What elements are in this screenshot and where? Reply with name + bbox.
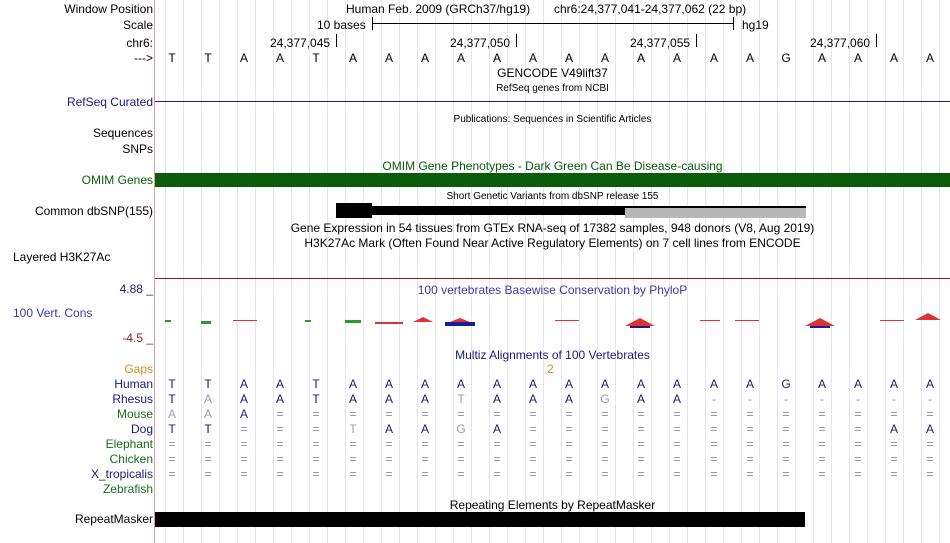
alignment-base: = bbox=[601, 407, 609, 421]
alignment-base: = bbox=[493, 452, 501, 466]
alignment-base: A bbox=[564, 392, 573, 406]
alignment-base: A bbox=[636, 392, 645, 406]
base-letter: A bbox=[672, 51, 681, 65]
alignment-base: = bbox=[529, 422, 537, 436]
alignment-base: = bbox=[421, 437, 429, 451]
alignment-base: A bbox=[456, 377, 465, 391]
cons-min: -4.5 _ bbox=[122, 331, 153, 345]
alignment-base: - bbox=[892, 392, 896, 406]
base-letter: A bbox=[636, 51, 645, 65]
alignment-base: = bbox=[276, 437, 284, 451]
alignment-base: = bbox=[746, 422, 754, 436]
alignment-base: = bbox=[204, 437, 212, 451]
alignment-base: = bbox=[926, 452, 934, 466]
alignment-base: A bbox=[384, 422, 393, 436]
alignment-base: = bbox=[673, 452, 681, 466]
alignment-base: A bbox=[239, 407, 248, 421]
alignment-base: = bbox=[349, 467, 357, 481]
alignment-base: A bbox=[564, 377, 573, 391]
alignment-base: = bbox=[601, 422, 609, 436]
alignment-base: T bbox=[312, 377, 320, 391]
alignment-base: = bbox=[637, 422, 645, 436]
alignment-base: T bbox=[312, 392, 320, 406]
alignment-base: A bbox=[672, 392, 681, 406]
refseq-label[interactable]: RefSeq Curated bbox=[66, 95, 153, 109]
alignment-base: G bbox=[600, 392, 610, 406]
alignment-base: A bbox=[492, 377, 501, 391]
alignment-base: A bbox=[420, 422, 429, 436]
alignment-base: A bbox=[384, 377, 393, 391]
alignment-base: = bbox=[312, 437, 320, 451]
chrom-label[interactable]: chr6: bbox=[126, 36, 153, 50]
alignment-base: = bbox=[529, 467, 537, 481]
base-letter: A bbox=[889, 51, 898, 65]
alignment-base: = bbox=[312, 407, 320, 421]
dbsnp-variant-block[interactable] bbox=[336, 203, 372, 218]
coord-3: 24,377,055 bbox=[630, 36, 691, 50]
alignment-base: = bbox=[637, 437, 645, 451]
alignment-base: = bbox=[240, 452, 248, 466]
conservation-logo bbox=[155, 312, 950, 332]
alignment-base: A bbox=[709, 377, 718, 391]
alignment-base: A bbox=[420, 377, 429, 391]
alignment-base: A bbox=[275, 392, 284, 406]
base-letter: A bbox=[420, 51, 429, 65]
alignment-base: = bbox=[926, 407, 934, 421]
alignment-base: = bbox=[493, 407, 501, 421]
alignment-base: - bbox=[748, 392, 752, 406]
cons-label[interactable]: 100 Vert. Cons bbox=[13, 306, 93, 320]
alignment-base: A bbox=[348, 377, 357, 391]
alignment-base: = bbox=[637, 407, 645, 421]
alignment-base: = bbox=[204, 452, 212, 466]
alignment-base: = bbox=[168, 437, 176, 451]
alignment-base: = bbox=[710, 422, 718, 436]
sequences-label[interactable]: Sequences bbox=[92, 126, 153, 140]
alignment-base: = bbox=[276, 452, 284, 466]
alignment-base: T bbox=[204, 422, 212, 436]
alignment-base: = bbox=[565, 407, 573, 421]
base-letter: A bbox=[853, 51, 862, 65]
h3k27ac-label[interactable]: Layered H3K27Ac bbox=[13, 250, 111, 264]
coord-tick-4 bbox=[876, 34, 877, 47]
alignment-base: = bbox=[276, 467, 284, 481]
alignment-base: T bbox=[168, 392, 176, 406]
species-label[interactable]: Rhesus bbox=[112, 392, 153, 406]
alignment-base: = bbox=[493, 437, 501, 451]
window-range: chr6:24,377,041-24,377,062 (22 bp) bbox=[554, 2, 747, 16]
base-letter: A bbox=[817, 51, 826, 65]
alignment-base: = bbox=[457, 467, 465, 481]
base-letter: T bbox=[312, 51, 320, 65]
alignment-base: = bbox=[385, 452, 393, 466]
h3k27ac-line bbox=[155, 278, 950, 279]
omim-gene-bar[interactable] bbox=[155, 173, 950, 187]
alignment-base: = bbox=[457, 437, 465, 451]
base-letter: A bbox=[239, 51, 248, 65]
alignment-base: G bbox=[456, 422, 466, 436]
alignment-base: = bbox=[673, 407, 681, 421]
alignment-base: = bbox=[240, 467, 248, 481]
alignment-base: = bbox=[349, 437, 357, 451]
alignment-base: A bbox=[203, 392, 212, 406]
alignment-base: = bbox=[385, 437, 393, 451]
publications-title: Publications: Sequences in Scientific Articles bbox=[453, 114, 652, 125]
alignment-base: = bbox=[782, 407, 790, 421]
base-letter: A bbox=[528, 51, 537, 65]
omim-label[interactable]: OMIM Genes bbox=[81, 173, 153, 187]
alignment-base: = bbox=[782, 422, 790, 436]
coord-4: 24,377,060 bbox=[810, 36, 871, 50]
alignment-base: A bbox=[925, 377, 934, 391]
alignment-base: = bbox=[854, 467, 862, 481]
alignment-base: = bbox=[240, 437, 248, 451]
species-label[interactable]: Dog bbox=[130, 422, 153, 436]
species-label[interactable]: Zebrafish bbox=[102, 482, 153, 496]
alignment-base: A bbox=[167, 407, 176, 421]
alignment-base: A bbox=[348, 392, 357, 406]
base-letter: G bbox=[781, 51, 791, 65]
alignment-base: = bbox=[601, 437, 609, 451]
alignment-base: = bbox=[926, 437, 934, 451]
coord-tick-1 bbox=[336, 34, 337, 47]
alignment-base: T bbox=[168, 422, 176, 436]
alignment-base: = bbox=[890, 437, 898, 451]
alignment-base: = bbox=[637, 452, 645, 466]
alignment-base: = bbox=[746, 452, 754, 466]
species-label[interactable]: Elephant bbox=[105, 437, 153, 451]
base-letter: A bbox=[384, 51, 393, 65]
h3k27ac-title: H3K27Ac Mark (Often Found Near Active Regulatory Elements) on 7 cell lines from ENCODE bbox=[304, 236, 801, 250]
alignment-base: G bbox=[781, 377, 791, 391]
base-letter: T bbox=[204, 51, 212, 65]
alignment-base: = bbox=[710, 467, 718, 481]
alignment-base: = bbox=[818, 452, 826, 466]
omim-title: OMIM Gene Phenotypes - Dark Green Can Be Disease-causing bbox=[382, 159, 723, 173]
base-letter: A bbox=[456, 51, 465, 65]
alignment-base: = bbox=[457, 407, 465, 421]
alignment-base: - bbox=[784, 392, 788, 406]
alignment-base: = bbox=[782, 437, 790, 451]
base-letter: A bbox=[600, 51, 609, 65]
gencode-title: GENCODE V49lift37 bbox=[497, 66, 608, 80]
window-position-label[interactable]: Window Position bbox=[64, 2, 153, 16]
alignment-base: A bbox=[853, 377, 862, 391]
alignment-base: = bbox=[818, 407, 826, 421]
alignment-base: = bbox=[240, 422, 248, 436]
alignment-base: = bbox=[312, 452, 320, 466]
alignment-base: A bbox=[275, 377, 284, 391]
alignment-base: = bbox=[601, 467, 609, 481]
base-letter: A bbox=[492, 51, 501, 65]
alignment-base: = bbox=[565, 452, 573, 466]
alignment-base: = bbox=[710, 437, 718, 451]
scale-bar bbox=[372, 23, 733, 24]
gaps-label[interactable]: Gaps bbox=[124, 362, 153, 376]
gtex-title: Gene Expression in 54 tissues from GTEx RNA-seq of 17382 samples, 948 donors (V8, Aug 2019) bbox=[290, 221, 815, 235]
alignment-base: = bbox=[349, 407, 357, 421]
alignment-base: A bbox=[528, 392, 537, 406]
alignment-base: = bbox=[710, 407, 718, 421]
phylop-title: 100 vertebrates Basewise Conservation by PhyloP bbox=[417, 283, 688, 297]
dbsnp-title: Short Genetic Variants from dbSNP release 155 bbox=[446, 191, 659, 202]
scale-text: 10 bases bbox=[317, 18, 366, 32]
species-label[interactable]: X_tropicalis bbox=[90, 467, 153, 481]
alignment-base: = bbox=[818, 437, 826, 451]
base-letter: A bbox=[348, 51, 357, 65]
gaps-value: 2 bbox=[547, 362, 554, 376]
alignment-base: A bbox=[492, 422, 501, 436]
alignment-base: A bbox=[528, 377, 537, 391]
alignment-base: A bbox=[889, 422, 898, 436]
scale-bar-right-tick bbox=[733, 17, 734, 30]
species-label[interactable]: Human bbox=[114, 377, 153, 391]
alignment-base: - bbox=[928, 392, 932, 406]
alignment-base: = bbox=[746, 467, 754, 481]
alignment-base: = bbox=[890, 452, 898, 466]
alignment-base: A bbox=[600, 377, 609, 391]
alignment-base: = bbox=[385, 407, 393, 421]
alignment-base: = bbox=[854, 407, 862, 421]
coord-tick-3 bbox=[696, 34, 697, 47]
alignment-base: T bbox=[204, 377, 212, 391]
cons-max: 4.88 _ bbox=[119, 282, 153, 296]
alignment-base: = bbox=[782, 452, 790, 466]
alignment-base: A bbox=[745, 377, 754, 391]
alignment-base: = bbox=[276, 407, 284, 421]
alignment-base: = bbox=[421, 407, 429, 421]
coord-2: 24,377,050 bbox=[450, 36, 511, 50]
dbsnp-variant-shade bbox=[625, 208, 806, 218]
alignment-base: A bbox=[817, 377, 826, 391]
alignment-base: = bbox=[890, 407, 898, 421]
alignment-base: A bbox=[384, 392, 393, 406]
alignment-base: = bbox=[854, 452, 862, 466]
alignment-base: - bbox=[856, 392, 860, 406]
alignment-base: = bbox=[926, 467, 934, 481]
strand-label[interactable]: ---> bbox=[134, 51, 153, 65]
alignment-base: = bbox=[601, 452, 609, 466]
alignment-base: A bbox=[239, 377, 248, 391]
alignment-base: = bbox=[529, 452, 537, 466]
scale-label[interactable]: Scale bbox=[122, 18, 153, 32]
repeat-element-bar[interactable] bbox=[155, 512, 805, 527]
coord-1: 24,377,045 bbox=[270, 36, 331, 50]
base-letter: A bbox=[564, 51, 573, 65]
species-label[interactable]: Mouse bbox=[116, 407, 153, 421]
alignment-base: A bbox=[203, 407, 212, 421]
multiz-title: Multiz Alignments of 100 Vertebrates bbox=[455, 348, 650, 362]
alignment-base: = bbox=[673, 437, 681, 451]
assembly-title: Human Feb. 2009 (GRCh37/hg19) bbox=[346, 2, 531, 16]
alignment-base: = bbox=[565, 467, 573, 481]
repeat-title: Repeating Elements by RepeatMasker bbox=[449, 498, 656, 512]
alignment-base: A bbox=[672, 377, 681, 391]
alignment-base: = bbox=[529, 407, 537, 421]
alignment-base: = bbox=[673, 467, 681, 481]
alignment-base: = bbox=[204, 467, 212, 481]
base-letter: A bbox=[745, 51, 754, 65]
refseq-line bbox=[155, 101, 950, 102]
base-letter: A bbox=[275, 51, 284, 65]
alignment-base: = bbox=[710, 452, 718, 466]
alignment-base: = bbox=[421, 467, 429, 481]
alignment-base: = bbox=[276, 422, 284, 436]
alignment-base: = bbox=[782, 467, 790, 481]
alignment-base: = bbox=[746, 437, 754, 451]
base-letter: T bbox=[168, 51, 176, 65]
alignment-base: = bbox=[312, 422, 320, 436]
alignment-base: = bbox=[854, 437, 862, 451]
alignment-base: A bbox=[492, 392, 501, 406]
alignment-base: = bbox=[385, 467, 393, 481]
alignment-base: = bbox=[457, 452, 465, 466]
alignment-base: - bbox=[820, 392, 824, 406]
alignment-base: = bbox=[565, 437, 573, 451]
coord-tick-2 bbox=[516, 34, 517, 47]
alignment-base: = bbox=[168, 467, 176, 481]
alignment-base: A bbox=[889, 377, 898, 391]
alignment-base: A bbox=[420, 392, 429, 406]
alignment-base: = bbox=[421, 452, 429, 466]
alignment-base: = bbox=[493, 467, 501, 481]
alignment-base: A bbox=[925, 422, 934, 436]
alignment-base: = bbox=[168, 452, 176, 466]
alignment-base: A bbox=[239, 392, 248, 406]
alignment-base: = bbox=[890, 467, 898, 481]
dbsnp-label[interactable]: Common dbSNP(155) bbox=[34, 204, 153, 218]
alignment-base: = bbox=[529, 437, 537, 451]
alignment-base: T bbox=[457, 392, 465, 406]
alignment-base: = bbox=[565, 422, 573, 436]
alignment-base: = bbox=[637, 467, 645, 481]
alignment-base: = bbox=[854, 422, 862, 436]
alignment-base: = bbox=[312, 467, 320, 481]
base-letter: A bbox=[709, 51, 718, 65]
alignment-base: - bbox=[712, 392, 716, 406]
alignment-base: = bbox=[818, 467, 826, 481]
alignment-base: = bbox=[818, 422, 826, 436]
db-label: hg19 bbox=[742, 18, 769, 32]
alignment-base: = bbox=[349, 452, 357, 466]
species-label[interactable]: Chicken bbox=[109, 452, 153, 466]
repeat-label[interactable]: RepeatMasker bbox=[74, 512, 153, 526]
snps-label[interactable]: SNPs bbox=[122, 142, 153, 156]
alignment-base: A bbox=[636, 377, 645, 391]
alignment-base: T bbox=[349, 422, 357, 436]
alignment-base: = bbox=[673, 422, 681, 436]
base-letter: A bbox=[925, 51, 934, 65]
alignment-base: = bbox=[746, 407, 754, 421]
refseq-subtitle: RefSeq genes from NCBI bbox=[496, 83, 609, 94]
alignment-base: T bbox=[168, 377, 176, 391]
